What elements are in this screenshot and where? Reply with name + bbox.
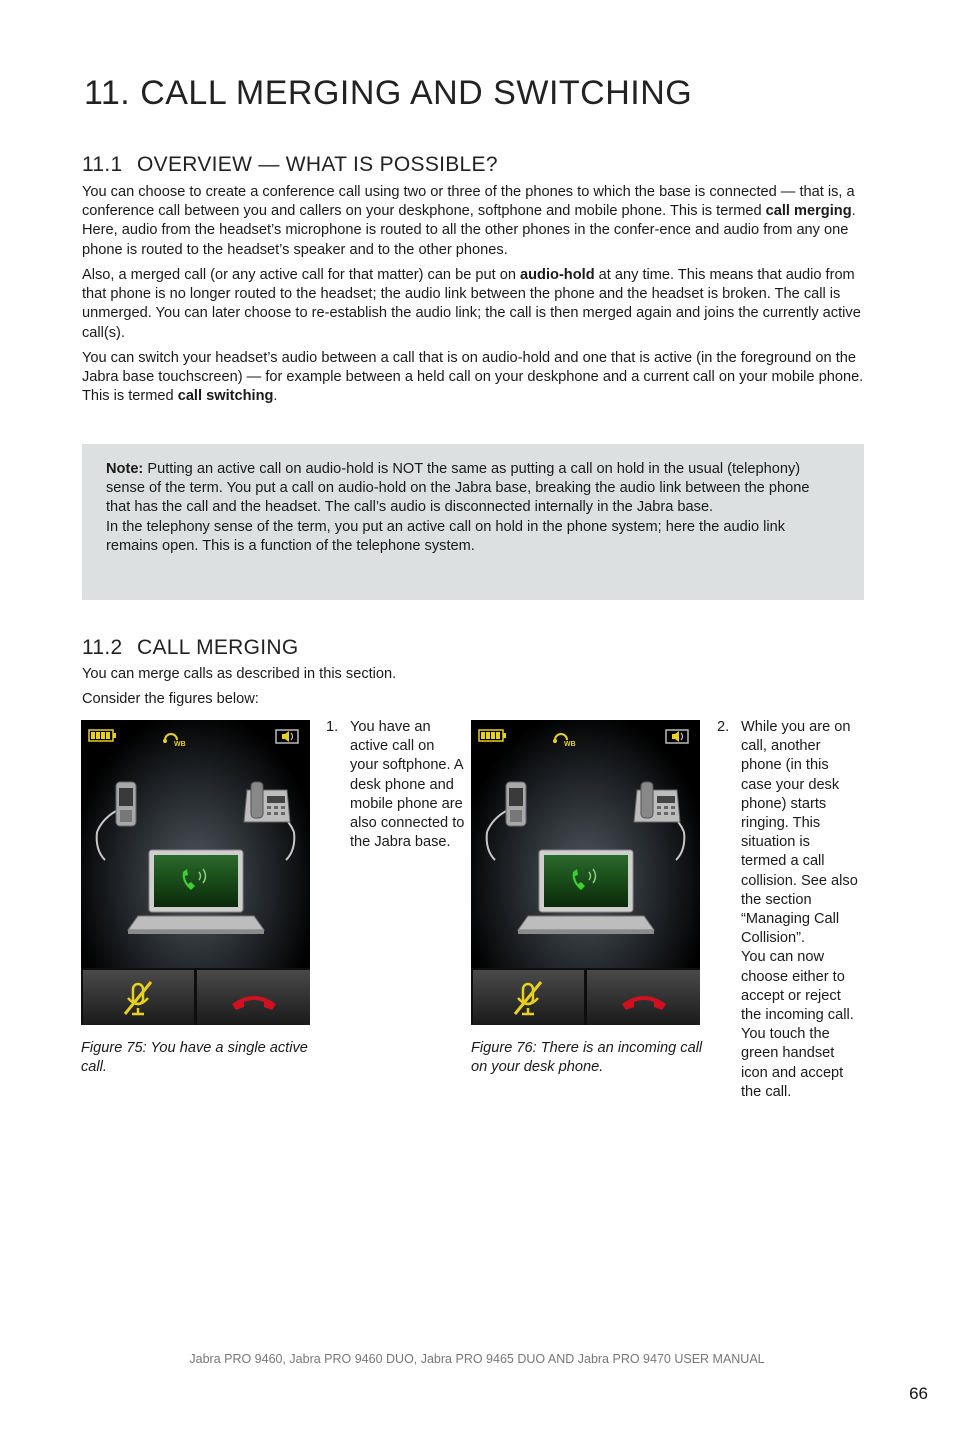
text: at any time. This means that audio from that phone is no longer routed to the headset; the audio link between the phone and the headset is broken. The call is unmerged. You can later choose to re-establish the audio link; the call is then merged again and joins the currently active call(s). (82, 267, 861, 341)
note-box (82, 444, 864, 600)
end-call-button[interactable] (587, 970, 700, 1025)
section-number: 11.2 (82, 636, 123, 659)
step-1 (326, 718, 466, 878)
page-number: 66 (909, 1384, 928, 1403)
text: . Here, audio from the headset’s microphone is routed to all the other phones in the confer-ence and audio from any one phone is routed to the headset’s speaker and to the other phones. (82, 203, 856, 258)
page-footer: Jabra PRO 9460, Jabra PRO 9460 DUO, Jabra PRO 9465 DUO AND Jabra PRO 9470 USER MANUAL (189, 1352, 765, 1366)
text: . (273, 388, 278, 405)
step-text: While you are on call, another phone (in this case your desk phone) starts ringing. This situation is termed a call collision. See also the section “Managing Call Collision”. (741, 719, 858, 947)
section-heading-call-merging (82, 636, 299, 660)
section-title: OVERVIEW — WHAT IS POSSIBLE? (137, 153, 498, 176)
mobile-phone-icon (116, 782, 136, 826)
paragraph-call-merging (82, 183, 874, 260)
step-number: 1. (326, 719, 339, 735)
term-call-merging: call merging (765, 203, 852, 220)
wb-label: WB (174, 741, 186, 748)
figure-76-screen (471, 720, 700, 1025)
page-title: 11. CALL MERGING AND SWITCHING (84, 74, 693, 112)
intro-text: Consider the figures below: (82, 691, 259, 707)
step-number: 2. (717, 719, 730, 735)
end-call-button[interactable] (197, 970, 310, 1025)
step-text: You touch the green handset icon and accept the call. (741, 1026, 844, 1100)
note-line-1 (106, 460, 826, 518)
text: You can choose to create a conference call using two or three of the phones to which the base is connected — that is, a conference call between you and callers on your deskphone, softphone and mobile phone. This is termed (82, 184, 855, 220)
term-call-switching: call switching (177, 388, 274, 405)
note-label: Note: (106, 461, 144, 477)
section-number: 11.1 (82, 153, 123, 176)
step-text: You have an active call on your softphone. A desk phone and mobile phone are also connected to the Jabra base. (350, 719, 465, 851)
intro-text: You can merge calls as described in this section. (82, 666, 397, 682)
term-audio-hold: audio-hold (520, 267, 595, 283)
text: Putting an active call on audio-hold is NOT the same as putting a call on hold in the usual (telephony) sense of the term. You put a call on audio-hold on the Jabra base, breaking the audio link between the phone that has the call and the headset. The call’s audio is disconnected internally in the Jabra base. (106, 461, 810, 516)
text: Also, a merged call (or any active call for that matter) can be put on (82, 267, 521, 283)
figure-76-caption: Figure 76: There is an incoming call on your desk phone. (471, 1040, 703, 1076)
mute-microphone-button[interactable] (473, 970, 584, 1025)
step-2 (717, 718, 867, 1128)
mobile-phone-icon (506, 782, 526, 826)
section-title: CALL MERGING (137, 636, 299, 659)
step-text: You can now choose either to accept or reject the incoming call. (741, 949, 854, 1024)
wb-label: WB (564, 741, 576, 748)
mute-microphone-button[interactable] (83, 970, 194, 1025)
note-line-2: In the telephony sense of the term, you put an active call on hold in the phone system; here the audio link remains open. This is a function of the telephone system. (106, 518, 786, 554)
paragraph-audio-hold (82, 266, 874, 343)
figure-75-caption: Figure 75: You have a single active call. (81, 1040, 308, 1076)
figure-75-screen (81, 720, 310, 1025)
text: You can switch your headset’s audio between a call that is on audio-hold and one that is active (in the foreground on the Jabra base touchscreen) — for example between a held call on your deskphone and a current call on your mobile phone. This is termed (82, 350, 864, 405)
section-heading-overview (82, 153, 498, 177)
paragraph-call-switching (82, 349, 874, 407)
